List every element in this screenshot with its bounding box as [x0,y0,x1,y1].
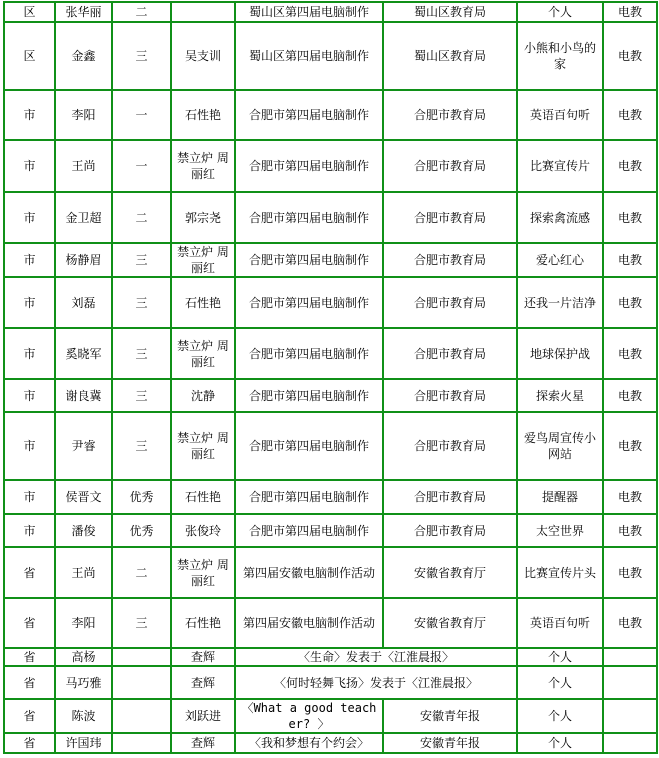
table-row [4,192,657,243]
org-cell: 安徽青年报 [383,733,517,753]
prize-cell: 优秀 [112,480,171,514]
type-cell: 电教 [603,328,657,379]
org-cell: 合肥市教育局 [383,90,517,140]
title-cell: 个人 [517,733,603,753]
level-cell: 省 [4,666,55,699]
level-cell: 市 [4,412,55,480]
event-cell: 合肥市第四届电脑制作 [235,192,383,243]
teacher-cell: 沈静 [171,379,235,412]
student-cell: 李阳 [55,598,112,648]
prize-cell: 三 [112,598,171,648]
prize-cell: 三 [112,277,171,328]
teacher-cell: 查辉 [171,648,235,666]
prize-cell: 三 [112,243,171,277]
table-row [4,90,657,140]
title-cell: 个人 [517,699,603,733]
level-cell: 区 [4,22,55,90]
student-cell: 奚晓军 [55,328,112,379]
level-cell: 区 [4,2,55,22]
org-cell: 蜀山区教育局 [383,2,517,22]
prize-cell [112,666,171,699]
org-cell: 合肥市教育局 [383,514,517,547]
title-cell: 探索禽流感 [517,192,603,243]
teacher-cell: 查辉 [171,666,235,699]
table-row [4,547,657,598]
prize-cell: 三 [112,412,171,480]
org-cell: 安徽省教育厅 [383,598,517,648]
table-row [4,733,657,753]
level-cell: 市 [4,192,55,243]
teacher-cell: 石性艳 [171,90,235,140]
prize-cell: 二 [112,2,171,22]
type-cell: 电教 [603,243,657,277]
title-cell: 小熊和小鸟的家 [517,22,603,90]
student-cell: 刘磊 [55,277,112,328]
org-cell: 安徽青年报 [383,699,517,733]
type-cell [603,699,657,733]
student-cell: 潘俊 [55,514,112,547]
table-row [4,277,657,328]
type-cell: 电教 [603,140,657,192]
type-cell [603,648,657,666]
level-cell: 省 [4,699,55,733]
level-cell: 省 [4,547,55,598]
event-cell: 合肥市第四届电脑制作 [235,277,383,328]
level-cell: 市 [4,243,55,277]
org-cell: 合肥市教育局 [383,412,517,480]
prize-cell [112,648,171,666]
prize-cell: 优秀 [112,514,171,547]
table-row [4,412,657,480]
type-cell: 电教 [603,598,657,648]
table-row [4,666,657,699]
prize-cell: 二 [112,547,171,598]
table-row [4,598,657,648]
prize-cell: 二 [112,192,171,243]
level-cell: 市 [4,379,55,412]
student-cell: 侯晋文 [55,480,112,514]
table-row [4,699,657,733]
student-cell: 李阳 [55,90,112,140]
level-cell: 市 [4,277,55,328]
title-cell: 提醒器 [517,480,603,514]
title-cell: 比赛宣传片 [517,140,603,192]
teacher-cell: 张俊玲 [171,514,235,547]
type-cell: 电教 [603,514,657,547]
student-cell: 张华丽 [55,2,112,22]
title-cell: 还我一片洁净 [517,277,603,328]
org-cell: 安徽省教育厅 [383,547,517,598]
title-cell: 个人 [517,666,603,699]
teacher-cell: 刘跃进 [171,699,235,733]
teacher-cell: 石性艳 [171,480,235,514]
event-cell: 合肥市第四届电脑制作 [235,412,383,480]
event-cell: 合肥市第四届电脑制作 [235,328,383,379]
teacher-cell: 石性艳 [171,277,235,328]
title-cell: 英语百句听 [517,90,603,140]
event-cell: 合肥市第四届电脑制作 [235,514,383,547]
type-cell [603,733,657,753]
prize-cell: 三 [112,22,171,90]
type-cell: 电教 [603,480,657,514]
teacher-cell: 吴支训 [171,22,235,90]
student-cell: 马巧雅 [55,666,112,699]
teacher-cell: 禁立炉 周丽红 [171,547,235,598]
title-cell: 比赛宣传片头 [517,547,603,598]
type-cell: 电教 [603,192,657,243]
event-cell: 合肥市第四届电脑制作 [235,480,383,514]
table-row [4,514,657,547]
table-row [4,379,657,412]
table-row [4,328,657,379]
title-cell: 爱鸟周宣传小网站 [517,412,603,480]
prize-cell: 三 [112,328,171,379]
org-cell: 合肥市教育局 [383,480,517,514]
event-cell: 第四届安徽电脑制作活动 [235,598,383,648]
table-row [4,2,657,22]
event-cell: 合肥市第四届电脑制作 [235,243,383,277]
student-cell: 王尚 [55,140,112,192]
table-row [4,243,657,277]
org-cell: 合肥市教育局 [383,192,517,243]
org-cell: 合肥市教育局 [383,277,517,328]
type-cell [603,666,657,699]
org-cell: 合肥市教育局 [383,243,517,277]
event-cell: 第四届安徽电脑制作活动 [235,547,383,598]
event-cell: 合肥市第四届电脑制作 [235,379,383,412]
type-cell: 电教 [603,277,657,328]
level-cell: 市 [4,90,55,140]
table-row [4,22,657,90]
level-cell: 市 [4,514,55,547]
type-cell: 电教 [603,22,657,90]
event-cell: 合肥市第四届电脑制作 [235,90,383,140]
table-row [4,140,657,192]
teacher-cell: 禁立炉 周丽红 [171,140,235,192]
title-cell: 英语百句听 [517,598,603,648]
publication-cell: 〈What a good teacher? 〉 [235,699,383,733]
level-cell: 省 [4,598,55,648]
title-cell: 爱心红心 [517,243,603,277]
level-cell: 市 [4,480,55,514]
org-cell: 蜀山区教育局 [383,22,517,90]
teacher-cell: 禁立炉 周丽红 [171,243,235,277]
student-cell: 谢良冀 [55,379,112,412]
title-cell: 地球保护战 [517,328,603,379]
type-cell: 电教 [603,90,657,140]
title-cell: 个人 [517,648,603,666]
teacher-cell: 郭宗尧 [171,192,235,243]
teacher-cell: 查辉 [171,733,235,753]
event-cell: 蜀山区第四届电脑制作 [235,22,383,90]
prize-cell [112,699,171,733]
level-cell: 省 [4,733,55,753]
org-cell: 合肥市教育局 [383,328,517,379]
event-cell: 合肥市第四届电脑制作 [235,140,383,192]
title-cell: 个人 [517,2,603,22]
prize-cell: 三 [112,379,171,412]
level-cell: 省 [4,648,55,666]
student-cell: 金鑫 [55,22,112,90]
event-cell: 蜀山区第四届电脑制作 [235,2,383,22]
student-cell: 陈波 [55,699,112,733]
type-cell: 电教 [603,2,657,22]
teacher-cell: 禁立炉 周丽红 [171,328,235,379]
student-cell: 金卫超 [55,192,112,243]
teacher-cell: 禁立炉 周丽红 [171,412,235,480]
publication-cell: 〈我和梦想有个约会〉 [235,733,383,753]
student-cell: 王尚 [55,547,112,598]
student-cell: 许国玮 [55,733,112,753]
prize-cell [112,733,171,753]
org-cell: 合肥市教育局 [383,379,517,412]
student-cell: 杨静眉 [55,243,112,277]
teacher-cell: 石性艳 [171,598,235,648]
awards-table [3,1,658,754]
type-cell: 电教 [603,547,657,598]
prize-cell: 一 [112,90,171,140]
title-cell: 探索火星 [517,379,603,412]
title-cell: 太空世界 [517,514,603,547]
teacher-cell [171,2,235,22]
type-cell: 电教 [603,412,657,480]
table-row [4,648,657,666]
publication-cell: 〈何时轻舞飞扬〉发表于〈江淮晨报〉 [235,666,517,699]
level-cell: 市 [4,328,55,379]
org-cell: 合肥市教育局 [383,140,517,192]
prize-cell: 一 [112,140,171,192]
type-cell: 电教 [603,379,657,412]
publication-cell: 〈生命〉发表于〈江淮晨报〉 [235,648,517,666]
student-cell: 高杨 [55,648,112,666]
level-cell: 市 [4,140,55,192]
table-row [4,480,657,514]
student-cell: 尹睿 [55,412,112,480]
